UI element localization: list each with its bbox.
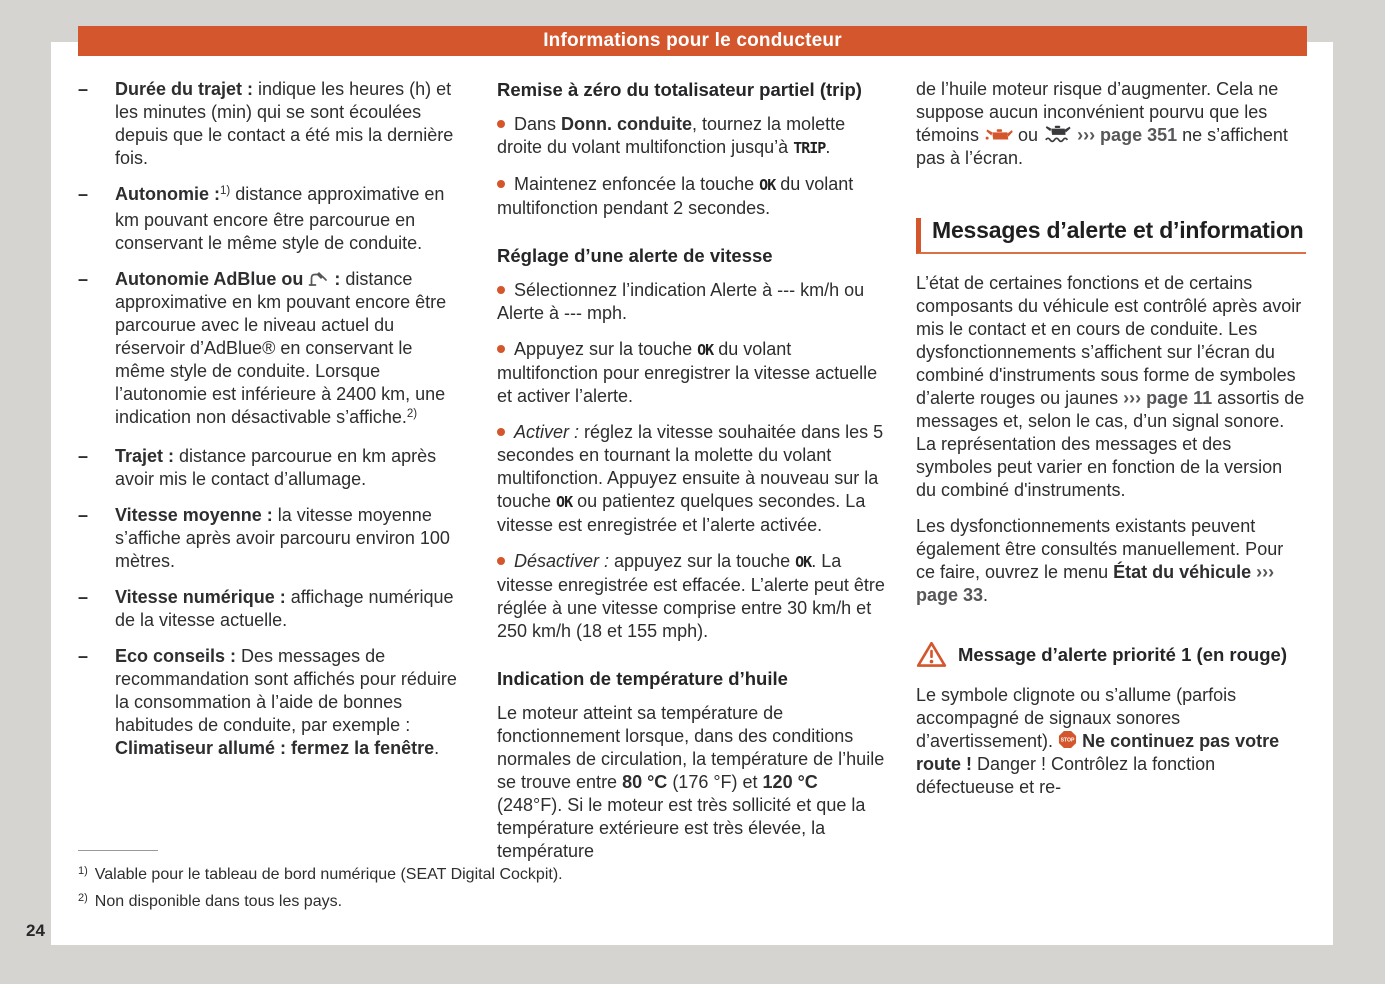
paragraph [916, 78, 1306, 170]
dash-list-item [78, 504, 465, 573]
text-column-left [78, 78, 465, 773]
text-run: du volant multifonction pour enregistrer la vitesse actuelle et activer l’alerte. [497, 339, 878, 406]
text-run: ou [1013, 125, 1044, 145]
warning-heading [916, 641, 1306, 668]
dash-marker: – [78, 79, 89, 99]
footnote-text: Valable pour le tableau de bord numérique (SEAT Digital Cockpit). [94, 866, 563, 883]
text-run: . [434, 738, 440, 758]
text-run: (248°F). Si le moteur est très sollicité et que la température extérieure est très élevée, la température [497, 795, 866, 861]
section-heading-rule [916, 218, 1306, 254]
chapter-header-title: Informations pour le conducteur [543, 30, 842, 51]
text-run: 80 °C [622, 772, 668, 792]
warning-heading-text: Message d’alerte priorité 1 (en rouge) [958, 644, 1287, 665]
paragraph [497, 702, 886, 863]
text-run: 120 °C [762, 772, 818, 792]
text-run: . [983, 585, 989, 605]
dash-marker: – [78, 184, 89, 204]
text-run: Eco conseils : [115, 646, 242, 666]
bullet-paragraph [497, 338, 886, 408]
text-run: Désactiver : [514, 551, 610, 571]
dash-item-text [115, 645, 465, 760]
bullet-paragraph [497, 421, 886, 537]
bullet-icon [497, 120, 505, 128]
subsection-heading: Réglage d’une alerte de vitesse [497, 245, 773, 266]
text-run: 1) [220, 185, 231, 197]
bullet-icon [497, 428, 505, 436]
text-run: Dans [514, 114, 562, 134]
dash-item-text [115, 504, 465, 573]
text-run: Autonomie AdBlue ou [115, 269, 309, 289]
text-run: distance approximative en km pouvant encore être parcourue avec le niveau actuel du réservoir d’AdBlue® en conservant le même style de conduite. Lorsque l’autonomie est inférieure à 2400 km, une indication non désactivable s’affiche. [115, 269, 447, 427]
dash-list-item [78, 586, 465, 632]
steering-wheel-key-label: OK [795, 553, 812, 571]
text-run: Vitesse moyenne : [115, 505, 278, 525]
dash-list-item [78, 183, 465, 255]
steering-wheel-key-label: TRIP [793, 139, 826, 157]
footnote-number: 2) [78, 892, 88, 904]
text-run: la vitesse moyenne s’affiche après avoir parcouru environ 100 mètres. [115, 505, 450, 571]
oil-pressure-icon [984, 127, 1013, 143]
text-run: Autonomie : [115, 184, 220, 204]
dash-item-text [115, 78, 465, 170]
text-run: Sélectionnez l’indication Alerte à --- km/h ou Alerte à --- mph. [497, 280, 865, 323]
text-run: Le moteur atteint sa température de fonctionnement lorsque, dans des conditions normales de circulation, la température de l’huile se trouve entre [497, 703, 885, 792]
text-run: ne s’affichent pas à l’écran. [916, 125, 1288, 168]
paragraph [916, 515, 1306, 607]
dash-item-text [115, 586, 465, 632]
subsection-heading: Remise à zéro du totalisateur partiel (trip) [497, 79, 862, 100]
text-column-middle [497, 78, 886, 876]
text-run: Les dysfonctionnements existants peuvent également être consultés manuellement. Pour ce faire, ouvrez le menu [916, 516, 1284, 582]
dash-item-text [115, 268, 465, 432]
steering-wheel-key-label: OK [556, 493, 573, 511]
text-run: de l’huile moteur risque d’augmenter. Cela ne suppose aucun inconvénient pourvu que les témoins [916, 79, 1279, 145]
page-cross-reference-link[interactable]: ››› page 11 [1123, 388, 1213, 408]
svg-text:STOP: STOP [1060, 737, 1075, 744]
footnote-text: Non disponible dans tous les pays. [94, 893, 343, 910]
text-run: 2) [406, 408, 418, 420]
oil-temp-icon [1043, 125, 1072, 143]
footnote-divider [78, 850, 158, 851]
steering-wheel-key-label: OK [697, 341, 714, 359]
text-run: Trajet : [115, 446, 180, 466]
text-run: . La vitesse enregistrée est effacée. L’alerte peut être réglée à une vitesse comprise entre 30 km/h et 250 km/h (18 et 155 mph). [497, 551, 885, 641]
bullet-icon [497, 286, 505, 294]
footnotes [78, 862, 778, 916]
dash-marker: – [78, 446, 89, 466]
footnote-number: 1) [78, 865, 88, 877]
page-number: 24 [26, 921, 45, 940]
footnote [78, 862, 778, 889]
text-run: indique les heures (h) et les minutes (min) qui se sont écoulées depuis que le contact a été mis la dernière fois. [115, 79, 454, 168]
warning-triangle-icon [916, 641, 947, 668]
text-run: État du véhicule [1113, 562, 1252, 582]
text-run: Danger ! Contrôlez la fonction défectueuse et re- [916, 754, 1216, 797]
text-run: Donn. conduite [561, 114, 693, 134]
bullet-paragraph [497, 550, 886, 643]
dash-marker: – [78, 269, 89, 289]
text-run: Maintenez enfoncée la touche [514, 174, 760, 194]
text-run: ou patientez quelques secondes. La vitesse est enregistrée et l’alerte activée. [497, 491, 866, 535]
bullet-paragraph [497, 279, 886, 325]
dash-item-text [115, 183, 465, 255]
text-run: . [825, 137, 831, 157]
steering-wheel-key-label: OK [759, 176, 776, 194]
bullet-icon [497, 557, 505, 565]
text-run: distance parcourue en km après avoir mis le contact d’allumage. [115, 446, 437, 489]
paragraph [916, 684, 1306, 799]
section-heading: Messages d’alerte et d’information [932, 217, 1304, 243]
bullet-paragraph [497, 173, 886, 220]
text-run: Vitesse numérique : [115, 587, 291, 607]
text-run: assortis de messages et, selon le cas, d’un signal sonore. La représentation des messages et des symboles peut varier en fonction de la version du combiné d'instruments. [916, 388, 1305, 500]
text-run: appuyez sur la touche [609, 551, 796, 571]
dash-list-item [78, 645, 465, 760]
text-run: affichage numérique de la vitesse actuelle. [115, 587, 454, 630]
text-run: Climatiseur allumé : fermez la fenêtre [115, 738, 435, 758]
text-run: du volant multifonction pendant 2 secondes. [497, 174, 854, 218]
text-run: Activer : [514, 422, 580, 442]
text-run: distance approximative en km pouvant encore être parcourue en conservant le même style de conduite. [115, 184, 445, 253]
text-run: Ne continuez pas votre route ! [916, 731, 1280, 774]
text-run: (176 °F) et [667, 772, 763, 792]
bullet-paragraph [497, 113, 886, 160]
dash-marker: – [78, 587, 89, 607]
text-run: Des messages de recommandation sont affichés pour réduire la consommation à l’aide de bonnes habitudes de conduite, par exemple : [115, 646, 457, 735]
stop-icon [1058, 730, 1077, 749]
dash-item-text [115, 445, 465, 491]
text-run: L’état de certaines fonctions et de certains composants du véhicule est contrôlé après avoir mis le contact et en cours de conduite. Les dysfonctionnements s’affichent sur l’écran du combiné d'instruments sous forme de symboles d’alerte rouges ou jaunes [916, 273, 1302, 408]
dash-list-item [78, 268, 465, 432]
manual-page [51, 30, 1333, 945]
footnote [78, 889, 778, 916]
bullet-icon [497, 345, 505, 353]
dash-marker: – [78, 646, 89, 666]
text-run: Le symbole clignote ou s’allume (parfois accompagné de signaux sonores d’avertissement). [916, 685, 1237, 751]
dash-list-item [78, 445, 465, 491]
subsection-heading: Indication de température d’huile [497, 668, 788, 689]
text-run: Durée du trajet : [115, 79, 259, 99]
page-cross-reference-link[interactable]: ››› page 351 [1077, 125, 1178, 145]
text-run: réglez la vitesse souhaitée dans les 5 secondes en tournant la molette du volant multifonction. Appuyez ensuite à nouveau sur la touche [497, 422, 884, 511]
paragraph [916, 272, 1306, 502]
adblue-nozzle-icon [308, 270, 329, 287]
text-run: : [329, 269, 346, 289]
chapter-header-banner [78, 26, 1307, 56]
dash-list-item [78, 78, 465, 170]
dash-marker: – [78, 505, 89, 525]
page-cross-reference-link[interactable]: ››› page 33 [916, 562, 1275, 605]
text-run: Appuyez sur la touche [514, 339, 698, 359]
bullet-icon [497, 180, 505, 188]
text-run: , tournez la molette droite du volant multifonction jusqu’à [497, 114, 846, 157]
text-column-right [916, 78, 1306, 812]
